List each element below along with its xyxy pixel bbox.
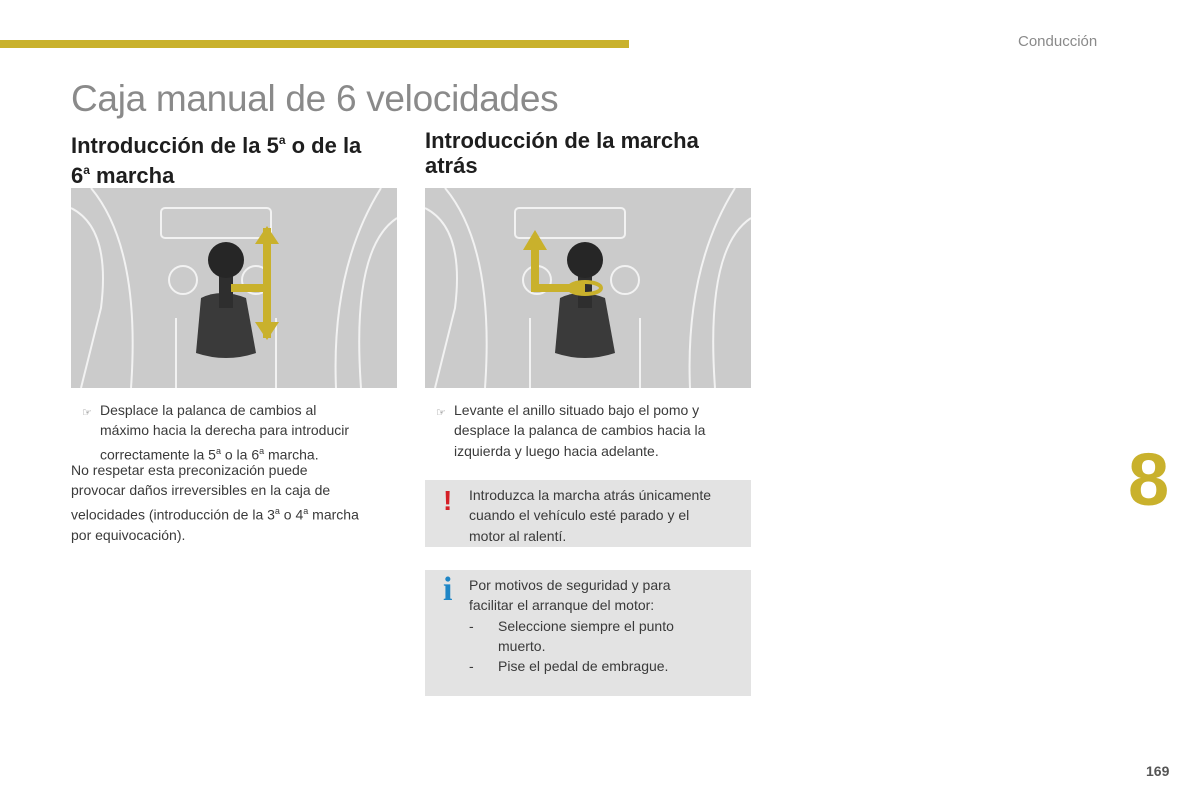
info-icon: i (443, 571, 453, 608)
section-label: Conducción (1018, 33, 1098, 50)
list-item: - Pise el pedal de embrague. (469, 658, 669, 675)
page-title: Caja manual de 6 velocidades (71, 78, 559, 119)
warning-text: Introduzca la marcha atrás únicamente cuando el vehículo esté parado y el motor al ralentí. (469, 487, 712, 544)
info-box (425, 570, 751, 696)
exclamation-icon: ! (443, 485, 453, 516)
gearbox-damage-note: No respetar esta preconización puede provocar daños irreversibles en la caja de velocidades (introducción de la 3$^a$ o 4$^a$ marcha por equivocación). (71, 462, 359, 543)
list-item: - Seleccione siempre el punto muerto. (469, 617, 674, 654)
instruction-5th-6th: ☞ Desplace la palanca de cambios al máximo hacia la derecha para introducir correctamente la 5$^a$ o la 6$^a$ marcha. (82, 402, 350, 463)
pointing-hand-icon: ☞ (436, 407, 446, 419)
gear-lever-illustration-5th-6th (71, 188, 397, 388)
header-accent-bar (0, 40, 629, 48)
chapter-number: 8 (1128, 438, 1170, 521)
gear-lever-illustration-reverse (425, 188, 751, 388)
heading-reverse-gear: Introducción de la marcha atrás (425, 128, 699, 178)
info-text: Por motivos de seguridad y para facilitar el arranque del motor: - Seleccione siempre el punto muerto. - Pise el pedal de embrague. (469, 575, 741, 676)
heading-5th-6th-gear: Introducción de la 5$^a$ o de la 6$^a$ marcha (71, 133, 362, 188)
pointing-hand-icon: ☞ (82, 407, 92, 419)
warning-box (425, 480, 751, 547)
page-number: 169 (1146, 763, 1170, 779)
instruction-reverse: ☞ Levante el anillo situado bajo el pomo y desplace la palanca de cambios hacia la izquierda y luego hacia adelante. (436, 402, 706, 459)
